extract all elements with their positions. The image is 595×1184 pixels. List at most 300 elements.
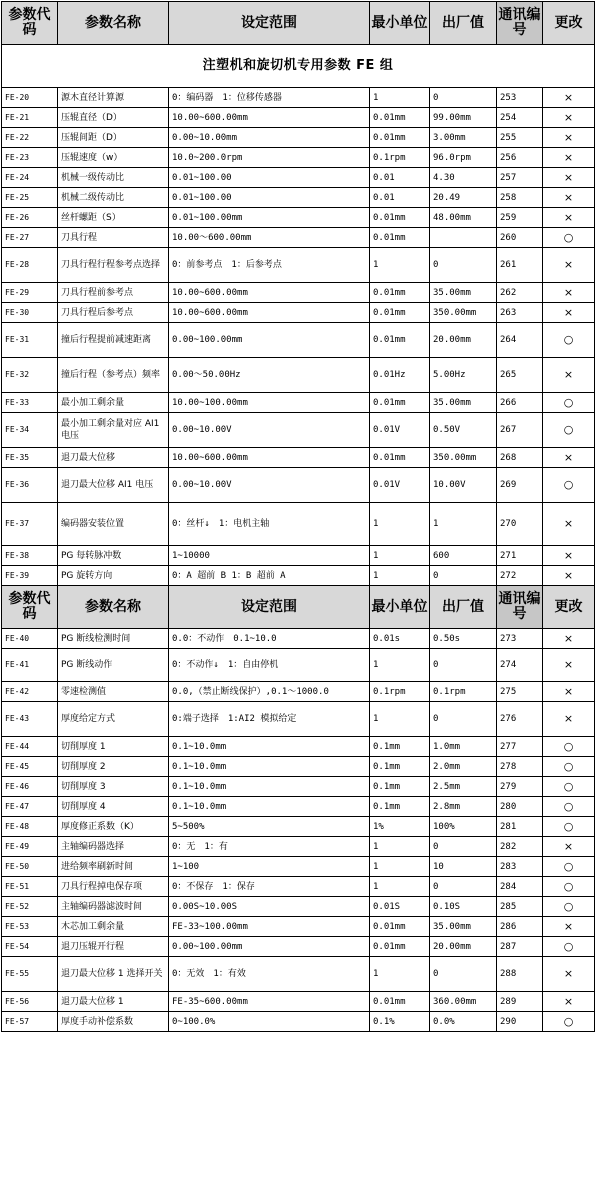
cell-change: × [543, 88, 595, 108]
cell-code: FE-40 [2, 629, 58, 649]
cell-unit: 1 [370, 546, 430, 566]
cell-unit: 1 [370, 248, 430, 283]
cell-unit: 0.01mm [370, 303, 430, 323]
cell-comm: 287 [497, 937, 543, 957]
cell-change: ○ [543, 413, 595, 448]
table-row [2, 702, 595, 737]
cell-range: 10.00~600.00mm [169, 303, 370, 323]
cell-comm: 258 [497, 188, 543, 208]
header-change: 更改 [543, 2, 595, 45]
cell-default: 4.30 [430, 168, 497, 188]
cell-default: 1 [430, 503, 497, 546]
cell-comm: 268 [497, 448, 543, 468]
cell-change: ○ [543, 757, 595, 777]
cell-name: 源木直径计算源 [58, 88, 169, 108]
cell-change: ○ [543, 228, 595, 248]
table-row [2, 937, 595, 957]
table-row [2, 1012, 595, 1032]
cell-range: 0.01~100.00mm [169, 208, 370, 228]
cell-range: 0：不动作↓ 1：自由停机 [169, 649, 370, 682]
cell-change: × [543, 649, 595, 682]
cell-change: ○ [543, 777, 595, 797]
cell-change: × [543, 128, 595, 148]
cell-name: 最小加工剩余量对应 AI1 电压 [58, 413, 169, 448]
cell-comm: 275 [497, 682, 543, 702]
cell-comm: 286 [497, 917, 543, 937]
cell-code: FE-47 [2, 797, 58, 817]
cell-code: FE-52 [2, 897, 58, 917]
cell-comm: 276 [497, 702, 543, 737]
cell-code: FE-45 [2, 757, 58, 777]
cell-code: FE-27 [2, 228, 58, 248]
cell-default: 10 [430, 857, 497, 877]
cell-default: 48.00mm [430, 208, 497, 228]
cell-code: FE-20 [2, 88, 58, 108]
cell-name: 厚度修正系数（K） [58, 817, 169, 837]
cell-comm: 270 [497, 503, 543, 546]
cell-change: × [543, 702, 595, 737]
cell-range: 0.01~100.00 [169, 188, 370, 208]
cell-range: 0.00~100.00mm [169, 937, 370, 957]
cell-name: 最小加工剩余量 [58, 393, 169, 413]
cell-code: FE-34 [2, 413, 58, 448]
cell-unit: 0.01V [370, 468, 430, 503]
header-default: 出厂值 [430, 2, 497, 45]
cell-range: 0：丝杆↓ 1：电机主轴 [169, 503, 370, 546]
cell-comm: 290 [497, 1012, 543, 1032]
cell-default: 10.00V [430, 468, 497, 503]
cell-code: FE-25 [2, 188, 58, 208]
table-row [2, 757, 595, 777]
cell-name: 编码器安装位置 [58, 503, 169, 546]
cell-comm: 279 [497, 777, 543, 797]
cell-change: × [543, 448, 595, 468]
table-row [2, 188, 595, 208]
cell-comm: 256 [497, 148, 543, 168]
table-header-row [2, 2, 595, 45]
table-row [2, 857, 595, 877]
table-row [2, 248, 595, 283]
cell-default: 20.49 [430, 188, 497, 208]
cell-change: ○ [543, 468, 595, 503]
cell-change: × [543, 566, 595, 586]
cell-comm: 259 [497, 208, 543, 228]
header-default: 出厂值 [430, 586, 497, 629]
cell-range: 0.1~10.0mm [169, 777, 370, 797]
cell-unit: 1 [370, 957, 430, 992]
cell-unit: 0.01V [370, 413, 430, 448]
cell-code: FE-23 [2, 148, 58, 168]
cell-name: 切削厚度 2 [58, 757, 169, 777]
cell-unit: 0.01mm [370, 393, 430, 413]
cell-code: FE-24 [2, 168, 58, 188]
cell-range: 0.00~10.00mm [169, 128, 370, 148]
cell-default: 20.00mm [430, 937, 497, 957]
cell-change: × [543, 148, 595, 168]
cell-range: 1~100 [169, 857, 370, 877]
cell-name: 退刀最大位移 1 选择开关 [58, 957, 169, 992]
table-row [2, 737, 595, 757]
cell-default: 0.50s [430, 629, 497, 649]
parameter-table [1, 1, 595, 1032]
cell-comm: 257 [497, 168, 543, 188]
cell-range: 0.00～50.00Hz [169, 358, 370, 393]
table-row [2, 917, 595, 937]
table-header-row-repeat [2, 586, 595, 629]
cell-code: FE-41 [2, 649, 58, 682]
cell-name: 压辊直径（D） [58, 108, 169, 128]
cell-code: FE-26 [2, 208, 58, 228]
cell-comm: 253 [497, 88, 543, 108]
cell-name: 撞后行程（参考点）频率 [58, 358, 169, 393]
cell-change: × [543, 208, 595, 228]
cell-name: 丝杆螺距（S） [58, 208, 169, 228]
cell-comm: 260 [497, 228, 543, 248]
cell-range: 0.01~100.00 [169, 168, 370, 188]
cell-default: 3.00mm [430, 128, 497, 148]
cell-comm: 283 [497, 857, 543, 877]
cell-name: 切削厚度 4 [58, 797, 169, 817]
cell-code: FE-46 [2, 777, 58, 797]
cell-default: 0.0% [430, 1012, 497, 1032]
cell-unit: 0.01Hz [370, 358, 430, 393]
cell-range: 0.00~10.00V [169, 413, 370, 448]
cell-name: 退刀最大位移 AI1 电压 [58, 468, 169, 503]
cell-range: 0.00~10.00V [169, 468, 370, 503]
cell-code: FE-53 [2, 917, 58, 937]
cell-comm: 278 [497, 757, 543, 777]
table-row [2, 208, 595, 228]
cell-default: 1.0mm [430, 737, 497, 757]
cell-range: 0~100.0% [169, 1012, 370, 1032]
cell-comm: 262 [497, 283, 543, 303]
cell-name: 压辊间距（D） [58, 128, 169, 148]
header-code: 参数代码 [2, 586, 58, 629]
cell-code: FE-39 [2, 566, 58, 586]
table-row [2, 448, 595, 468]
cell-comm: 274 [497, 649, 543, 682]
cell-comm: 273 [497, 629, 543, 649]
cell-unit: 0.1mm [370, 777, 430, 797]
cell-unit: 0.1% [370, 1012, 430, 1032]
cell-range: 10.00～600.00mm [169, 228, 370, 248]
cell-unit: 0.01 [370, 188, 430, 208]
cell-change: ○ [543, 937, 595, 957]
table-row [2, 108, 595, 128]
cell-range: 0.1~10.0mm [169, 757, 370, 777]
cell-name: 切削厚度 3 [58, 777, 169, 797]
cell-comm: 277 [497, 737, 543, 757]
cell-code: FE-42 [2, 682, 58, 702]
table-row [2, 897, 595, 917]
cell-name: 退刀最大位移 [58, 448, 169, 468]
cell-unit: 0.1mm [370, 797, 430, 817]
table-row [2, 877, 595, 897]
cell-unit: 0.01S [370, 897, 430, 917]
cell-range: 10.0~200.0rpm [169, 148, 370, 168]
table-row [2, 546, 595, 566]
cell-range: 0：不保存 1：保存 [169, 877, 370, 897]
cell-change: × [543, 283, 595, 303]
cell-default: 350.00mm [430, 448, 497, 468]
cell-change: ○ [543, 1012, 595, 1032]
cell-change: × [543, 358, 595, 393]
cell-default: 600 [430, 546, 497, 566]
cell-comm: 266 [497, 393, 543, 413]
cell-change: ○ [543, 797, 595, 817]
cell-comm: 285 [497, 897, 543, 917]
cell-name: 厚度手动补偿系数 [58, 1012, 169, 1032]
cell-default: 0 [430, 957, 497, 992]
cell-unit: 0.1rpm [370, 682, 430, 702]
cell-name: 木芯加工剩余量 [58, 917, 169, 937]
table-row [2, 393, 595, 413]
cell-unit: 0.01mm [370, 228, 430, 248]
cell-name: 机械二级传动比 [58, 188, 169, 208]
cell-default: 2.5mm [430, 777, 497, 797]
cell-range: 0：前参考点 1：后参考点 [169, 248, 370, 283]
cell-change: × [543, 248, 595, 283]
cell-default: 0.10S [430, 897, 497, 917]
cell-default: 2.8mm [430, 797, 497, 817]
table-row [2, 777, 595, 797]
cell-name: 刀具行程前参考点 [58, 283, 169, 303]
cell-comm: 281 [497, 817, 543, 837]
cell-comm: 280 [497, 797, 543, 817]
cell-change: ○ [543, 817, 595, 837]
cell-default: 360.00mm [430, 992, 497, 1012]
table-row [2, 629, 595, 649]
table-row [2, 503, 595, 546]
header-range: 设定范围 [169, 2, 370, 45]
cell-name: 主轴编码器滤波时间 [58, 897, 169, 917]
cell-default: 0 [430, 649, 497, 682]
cell-change: ○ [543, 897, 595, 917]
cell-range: 0.1~10.0mm [169, 797, 370, 817]
cell-range: 10.00~100.00mm [169, 393, 370, 413]
cell-change: ○ [543, 877, 595, 897]
cell-range: 0.00~100.00mm [169, 323, 370, 358]
group-title: 注塑机和旋切机专用参数 FE 组 [2, 45, 595, 88]
cell-default: 35.00mm [430, 917, 497, 937]
cell-default: 35.00mm [430, 283, 497, 303]
cell-name: 主轴编码器选择 [58, 837, 169, 857]
cell-code: FE-50 [2, 857, 58, 877]
cell-unit: 0.1mm [370, 737, 430, 757]
cell-default [430, 228, 497, 248]
cell-unit: 0.01mm [370, 917, 430, 937]
cell-change: × [543, 303, 595, 323]
cell-name: PG 每转脉冲数 [58, 546, 169, 566]
cell-name: 刀具行程掉电保存项 [58, 877, 169, 897]
cell-default: 0 [430, 702, 497, 737]
cell-code: FE-33 [2, 393, 58, 413]
cell-unit: 0.01mm [370, 128, 430, 148]
cell-name: 刀具行程行程参考点选择 [58, 248, 169, 283]
cell-comm: 269 [497, 468, 543, 503]
cell-code: FE-49 [2, 837, 58, 857]
header-unit: 最小单位 [370, 586, 430, 629]
cell-name: 零速检测值 [58, 682, 169, 702]
group-title-row [2, 45, 595, 88]
cell-code: FE-55 [2, 957, 58, 992]
cell-code: FE-32 [2, 358, 58, 393]
cell-default: 0.1rpm [430, 682, 497, 702]
cell-name: 刀具行程 [58, 228, 169, 248]
cell-change: ○ [543, 323, 595, 358]
cell-unit: 0.01mm [370, 992, 430, 1012]
cell-name: 切削厚度 1 [58, 737, 169, 757]
cell-default: 0 [430, 837, 497, 857]
cell-name: 机械一级传动比 [58, 168, 169, 188]
cell-unit: 0.01mm [370, 208, 430, 228]
cell-default: 0 [430, 877, 497, 897]
table-row [2, 323, 595, 358]
cell-comm: 264 [497, 323, 543, 358]
cell-comm: 267 [497, 413, 543, 448]
cell-range: 0：无效 1：有效 [169, 957, 370, 992]
cell-unit: 0.01mm [370, 108, 430, 128]
cell-default: 35.00mm [430, 393, 497, 413]
cell-code: FE-31 [2, 323, 58, 358]
header-name: 参数名称 [58, 2, 169, 45]
cell-comm: 255 [497, 128, 543, 148]
header-range: 设定范围 [169, 586, 370, 629]
cell-unit: 1 [370, 837, 430, 857]
cell-unit: 1 [370, 857, 430, 877]
cell-unit: 0.01mm [370, 283, 430, 303]
table-row [2, 283, 595, 303]
cell-unit: 1 [370, 702, 430, 737]
cell-default: 0.50V [430, 413, 497, 448]
cell-change: ○ [543, 857, 595, 877]
cell-name: 压辊速度（w） [58, 148, 169, 168]
cell-unit: 1 [370, 877, 430, 897]
cell-code: FE-38 [2, 546, 58, 566]
header-unit: 最小单位 [370, 2, 430, 45]
cell-name: 进给频率刷新时间 [58, 857, 169, 877]
table-row [2, 992, 595, 1012]
cell-comm: 284 [497, 877, 543, 897]
header-comm: 通讯编号 [497, 2, 543, 45]
cell-change: × [543, 503, 595, 546]
cell-unit: 1 [370, 88, 430, 108]
cell-range: 0.00S~10.00S [169, 897, 370, 917]
table-row [2, 837, 595, 857]
cell-range: 5~500% [169, 817, 370, 837]
cell-default: 96.0rpm [430, 148, 497, 168]
table-row [2, 649, 595, 682]
table-row [2, 797, 595, 817]
cell-range: 10.00~600.00mm [169, 448, 370, 468]
table-row [2, 148, 595, 168]
cell-comm: 271 [497, 546, 543, 566]
cell-code: FE-37 [2, 503, 58, 546]
cell-range: 0：编码器 1：位移传感器 [169, 88, 370, 108]
cell-comm: 288 [497, 957, 543, 992]
cell-code: FE-21 [2, 108, 58, 128]
cell-comm: 272 [497, 566, 543, 586]
cell-change: × [543, 992, 595, 1012]
cell-change: ○ [543, 737, 595, 757]
cell-name: 退刀压辊开行程 [58, 937, 169, 957]
table-row [2, 817, 595, 837]
cell-change: × [543, 108, 595, 128]
cell-code: FE-48 [2, 817, 58, 837]
table-row [2, 88, 595, 108]
cell-change: × [543, 917, 595, 937]
cell-unit: 0.1mm [370, 757, 430, 777]
cell-code: FE-56 [2, 992, 58, 1012]
cell-range: 0：A 超前 B 1：B 超前 A [169, 566, 370, 586]
cell-name: 撞后行程提前减速距离 [58, 323, 169, 358]
cell-range: 0.1~10.0mm [169, 737, 370, 757]
cell-default: 5.00Hz [430, 358, 497, 393]
cell-default: 20.00mm [430, 323, 497, 358]
cell-code: FE-30 [2, 303, 58, 323]
header-change: 更改 [543, 586, 595, 629]
table-row [2, 566, 595, 586]
cell-name: 刀具行程后参考点 [58, 303, 169, 323]
table-row [2, 228, 595, 248]
cell-comm: 265 [497, 358, 543, 393]
cell-comm: 263 [497, 303, 543, 323]
cell-change: × [543, 629, 595, 649]
header-name: 参数名称 [58, 586, 169, 629]
table-row [2, 957, 595, 992]
table-row [2, 468, 595, 503]
cell-change: × [543, 957, 595, 992]
cell-change: ○ [543, 393, 595, 413]
cell-range: 10.00~600.00mm [169, 283, 370, 303]
cell-change: × [543, 546, 595, 566]
table-row [2, 358, 595, 393]
cell-default: 0 [430, 248, 497, 283]
cell-name: PG 旋转方向 [58, 566, 169, 586]
cell-range: 0：无 1：有 [169, 837, 370, 857]
cell-default: 0 [430, 566, 497, 586]
table-row [2, 413, 595, 448]
cell-code: FE-35 [2, 448, 58, 468]
cell-code: FE-51 [2, 877, 58, 897]
cell-unit: 0.01 [370, 168, 430, 188]
table-row [2, 168, 595, 188]
table-row [2, 682, 595, 702]
cell-unit: 1 [370, 566, 430, 586]
cell-default: 100% [430, 817, 497, 837]
cell-change: × [543, 682, 595, 702]
cell-comm: 261 [497, 248, 543, 283]
cell-name: PG 断线检测时间 [58, 629, 169, 649]
cell-range: FE-33~100.00mm [169, 917, 370, 937]
cell-comm: 289 [497, 992, 543, 1012]
cell-unit: 1 [370, 503, 430, 546]
table-row [2, 303, 595, 323]
cell-range: 0.0：不动作 0.1~10.0 [169, 629, 370, 649]
header-comm: 通讯编号 [497, 586, 543, 629]
cell-name: 厚度给定方式 [58, 702, 169, 737]
cell-change: × [543, 168, 595, 188]
cell-range: FE-35~600.00mm [169, 992, 370, 1012]
cell-code: FE-57 [2, 1012, 58, 1032]
cell-code: FE-43 [2, 702, 58, 737]
cell-default: 99.00mm [430, 108, 497, 128]
cell-code: FE-29 [2, 283, 58, 303]
cell-name: PG 断线动作 [58, 649, 169, 682]
cell-range: 0.0,（禁止断线保护）,0.1～1000.0 [169, 682, 370, 702]
cell-change: × [543, 188, 595, 208]
cell-code: FE-36 [2, 468, 58, 503]
